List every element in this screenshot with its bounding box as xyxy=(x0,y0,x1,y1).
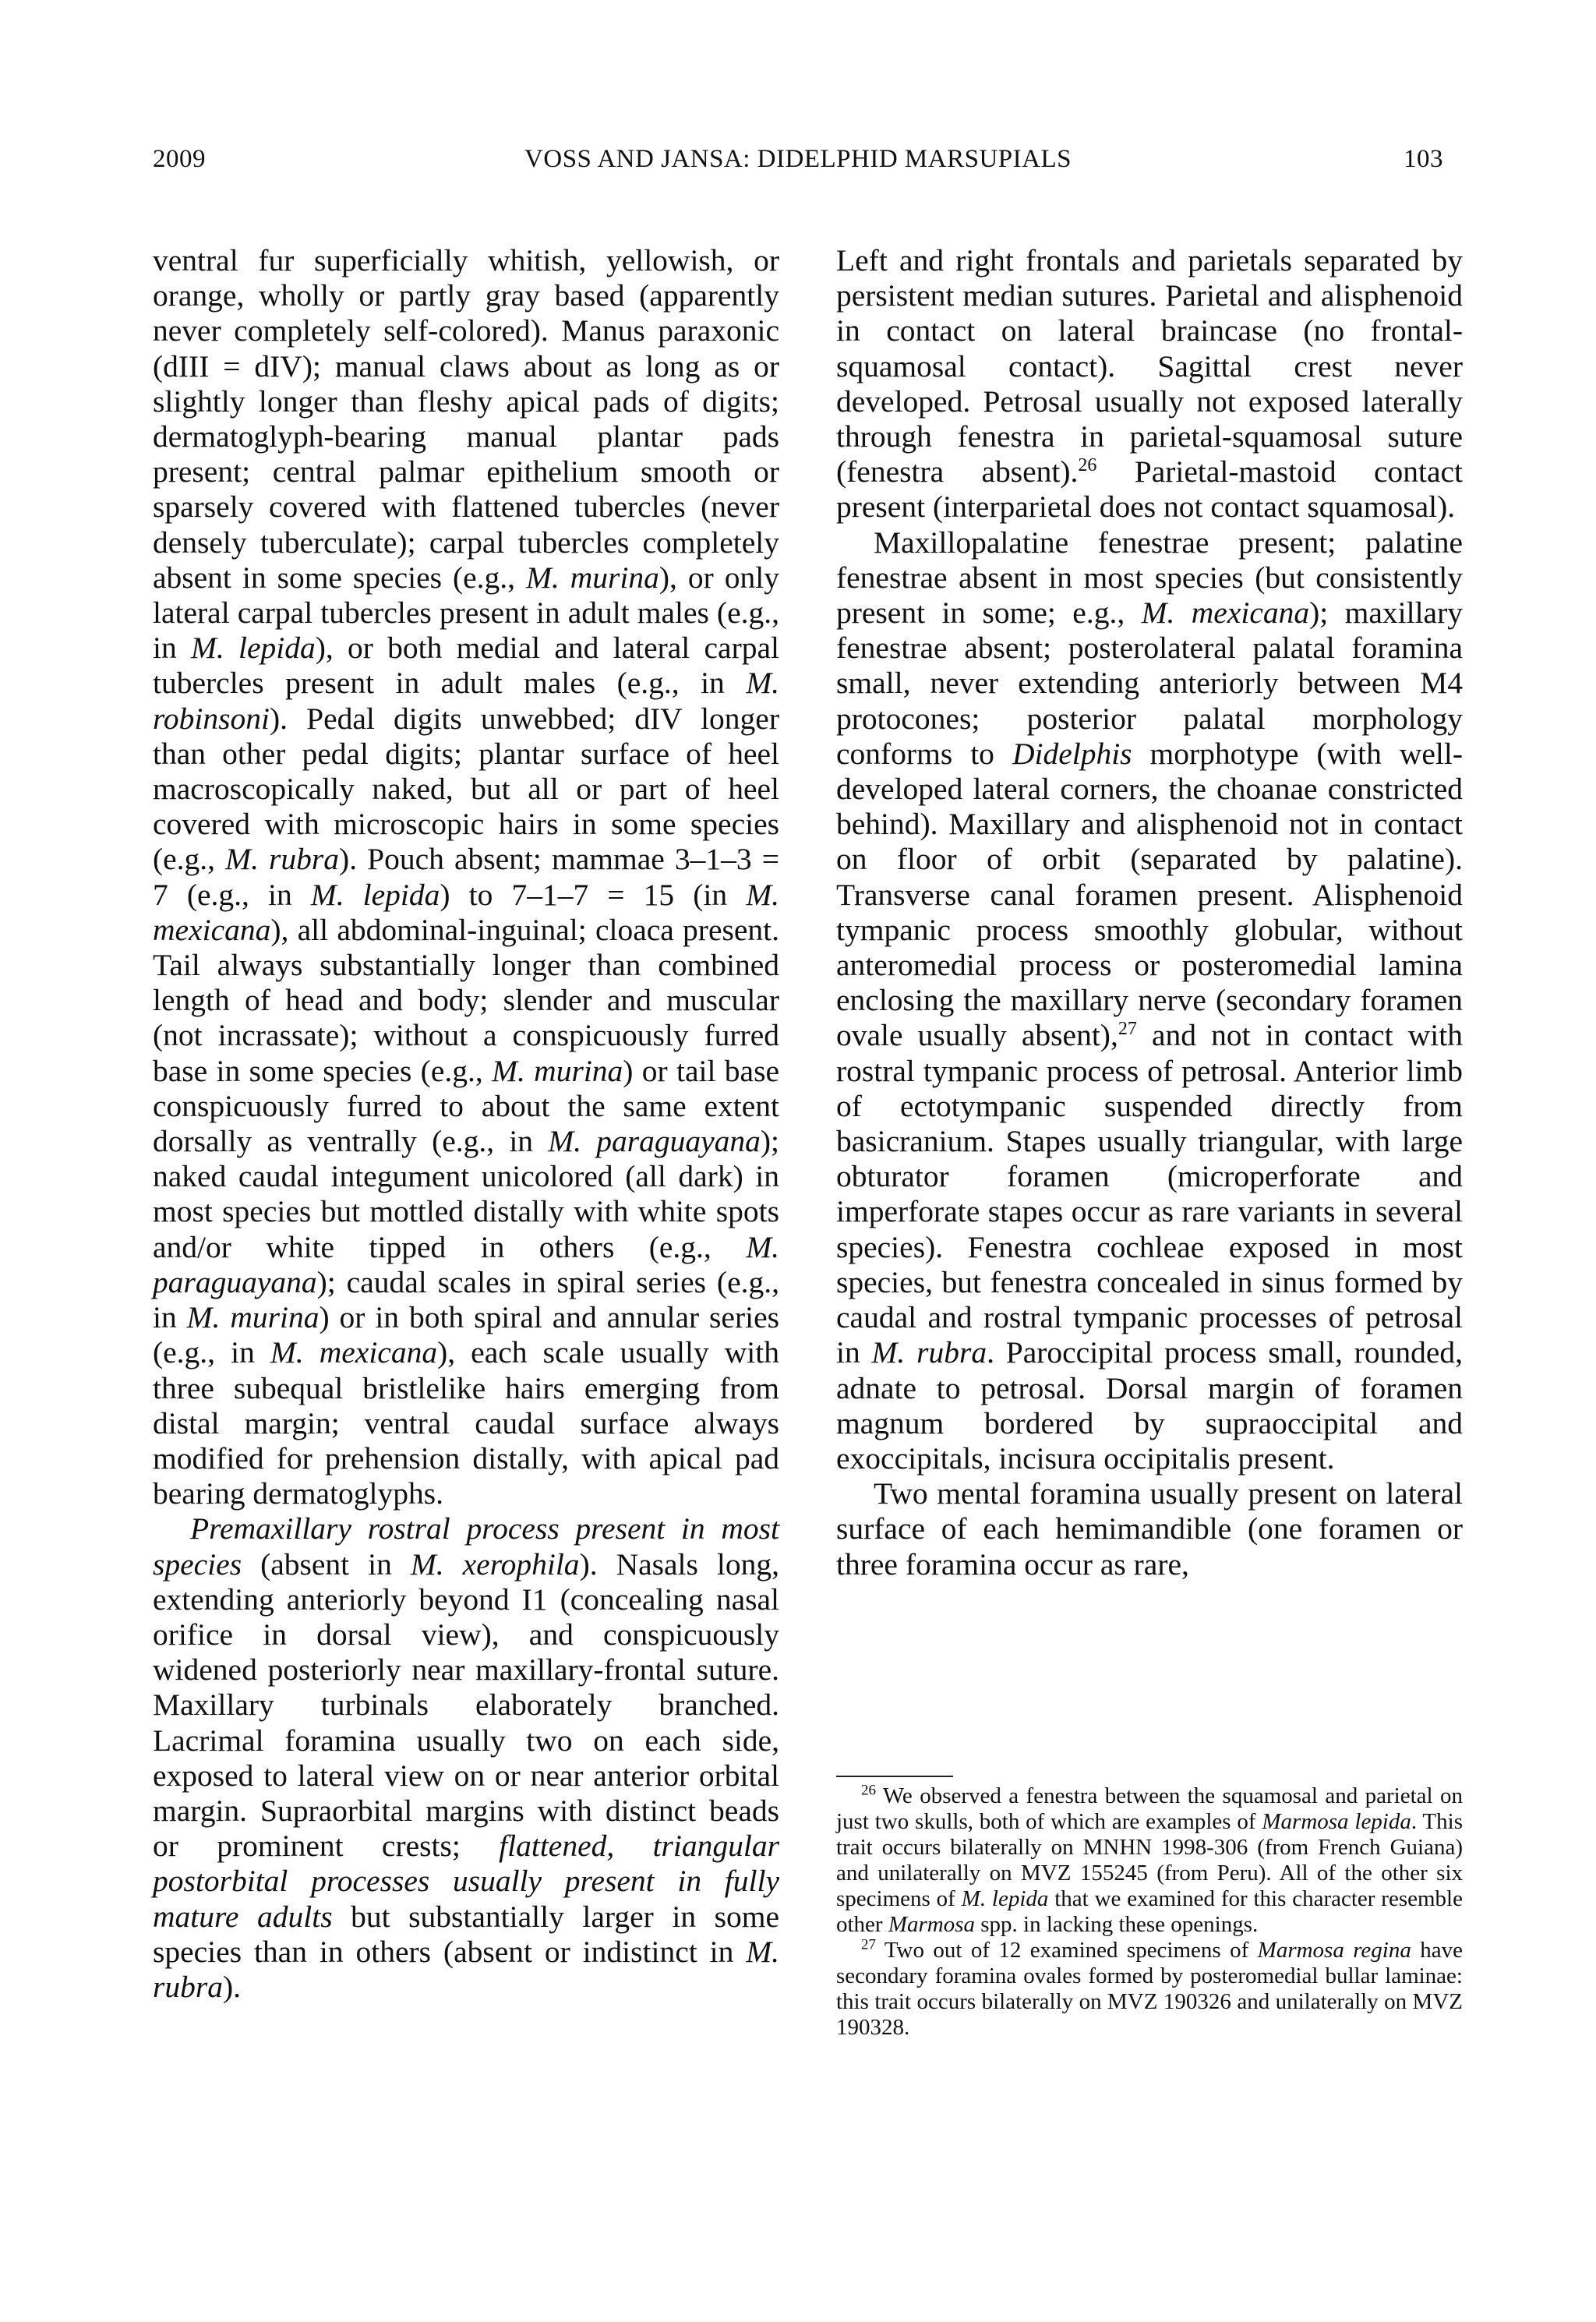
left-column xyxy=(153,243,779,2005)
running-head xyxy=(153,145,1443,182)
paragraph-braincase: Left and right frontals and parietals separated by persistent median sutures. Parietal and alisphenoid in contact on lateral braincase (no frontal-squamosal contact). Sagittal crest never developed. Petrosal usually not exposed laterally through fenestra in parietal-squamosal suture (fenestra absent).$^{26}$ Parietal-mastoid contact present (interparietal does not contact squamosal). xyxy=(836,243,1463,525)
header-page-number: 103 xyxy=(1404,145,1443,173)
footnote-26: $^{26}$ We observed a fenestra between the squamosal and parietal on just two skulls, both of which are examples of Marmosa lepida. This trait occurs bilaterally on MNHN 1998-306 (from French Guiana) and unilaterally on MVZ 155245 (from Peru). All of the other six specimens of M. lepida that we examined for this character resemble other Marmosa spp. in lacking these openings. xyxy=(836,1782,1463,1937)
footnote-divider xyxy=(836,1776,953,1777)
header-title: VOSS AND JANSA: DIDELPHID MARSUPIALS xyxy=(524,145,1072,173)
footnote-ref-27: 27 xyxy=(1118,1019,1137,1040)
header-year: 2009 xyxy=(153,145,206,173)
footnote-27: $^{27}$ Two out of 12 examined specimens of Marmosa regina have secondary foramina ovales formed by posteromedial bullar laminae: this trait occurs bilaterally on MVZ 190326 and unilaterally on MVZ 190328. xyxy=(836,1936,1463,2040)
footnote-ref-26: 26 xyxy=(1078,455,1097,476)
paragraph-palate-basicranium: Maxillopalatine fenestrae present; palatine fenestrae absent in most species (but consistently present in some; e.g., M. mexicana); maxillary fenestrae absent; posterolateral palatal foramina small, never extending anteriorly between M4 protocones; posterior palatal morphology conforms to Didelphis morphotype (with well-developed lateral corners, the choanae constricted behind). Maxillary and alisphenoid not in contact on floor of orbit (separated by palatine). Transverse canal foramen present. Alisphenoid tympanic process smoothly globular, without anteromedial process or posteromedial lamina enclosing the maxillary nerve (secondary foramen ovale usually absent),$^{27}$ and not in contact with rostral tympanic process of petrosal. Anterior limb of ectotympanic suspended directly from basicranium. Stapes usually triangular, with large obturator foramen (microperforate and imperforate stapes occur as rare variants in several species). Fenestra cochleae exposed in most species, but fenestra concealed in sinus formed by caudal and rostral tympanic processes of petrosal in M. rubra. Paroccipital process small, rounded, adnate to petrosal. Dorsal margin of foramen magnum bordered by supraoccipital and exoccipitals, incisura occipitalis present. xyxy=(836,525,1463,1476)
paragraph-mandible: Two mental foramina usually present on lateral surface of each hemimandible (one foramen or three foramina occur as rare, xyxy=(836,1476,1463,1582)
footnotes xyxy=(836,1783,1463,2041)
paragraph-skull-rostrum: Premaxillary rostral process present in most species (absent in M. xerophila). Nasals long, extending anteriorly beyond I1 (concealing nasal orifice in dorsal view), and conspicuously widened posteriorly near maxillary-frontal suture. Maxillary turbinals elaborately branched. Lacrimal foramina usually two on each side, exposed to lateral view on or near anterior orbital margin. Supraorbital margins with distinct beads or prominent crests; flattened, triangular postorbital processes usually present in fully mature adults but substantially larger in some species than in others (absent or indistinct in M. rubra). xyxy=(153,1511,780,2004)
right-column xyxy=(836,243,1463,1582)
paragraph-external-morphology: ventral fur superficially whitish, yellowish, or orange, wholly or partly gray based (apparently never completely self-colored). Manus paraxonic (dIII = dIV); manual claws about as long as or slightly longer than fleshy apical pads of digits; dermatoglyph-bearing manual plantar pads present; central palmar epithelium smooth or sparsely covered with flattened tubercles (never densely tuberculate); carpal tubercles completely absent in some species (e.g., M. murina), or only lateral carpal tubercles present in adult males (e.g., in M. lepida), or both medial and lateral carpal tubercles present in adult males (e.g., in M. robinsoni). Pedal digits unwebbed; dIV longer than other pedal digits; plantar surface of heel macroscopically naked, but all or part of heel covered with microscopic hairs in some species (e.g., M. rubra). Pouch absent; mammae 3–1–3 = 7 (e.g., in M. lepida) to 7–1–7 = 15 (in M. mexicana), all abdominal-inguinal; cloaca present. Tail always substantially longer than combined length of head and body; slender and muscular (not incrassate); without a conspicuously furred base in some species (e.g., M. murina) or tail base conspicuously furred to about the same extent dorsally as ventrally (e.g., in M. paraguayana); naked caudal integument unicolored (all dark) in most species but mottled distally with white spots and/or white tipped in others (e.g., M. paraguayana); caudal scales in spiral series (e.g., in M. murina) or in both spiral and annular series (e.g., in M. mexicana), each scale usually with three subequal bristlelike hairs emerging from distal margin; ventral caudal surface always modified for prehension distally, with apical pad bearing dermatoglyphs. xyxy=(153,243,780,1511)
